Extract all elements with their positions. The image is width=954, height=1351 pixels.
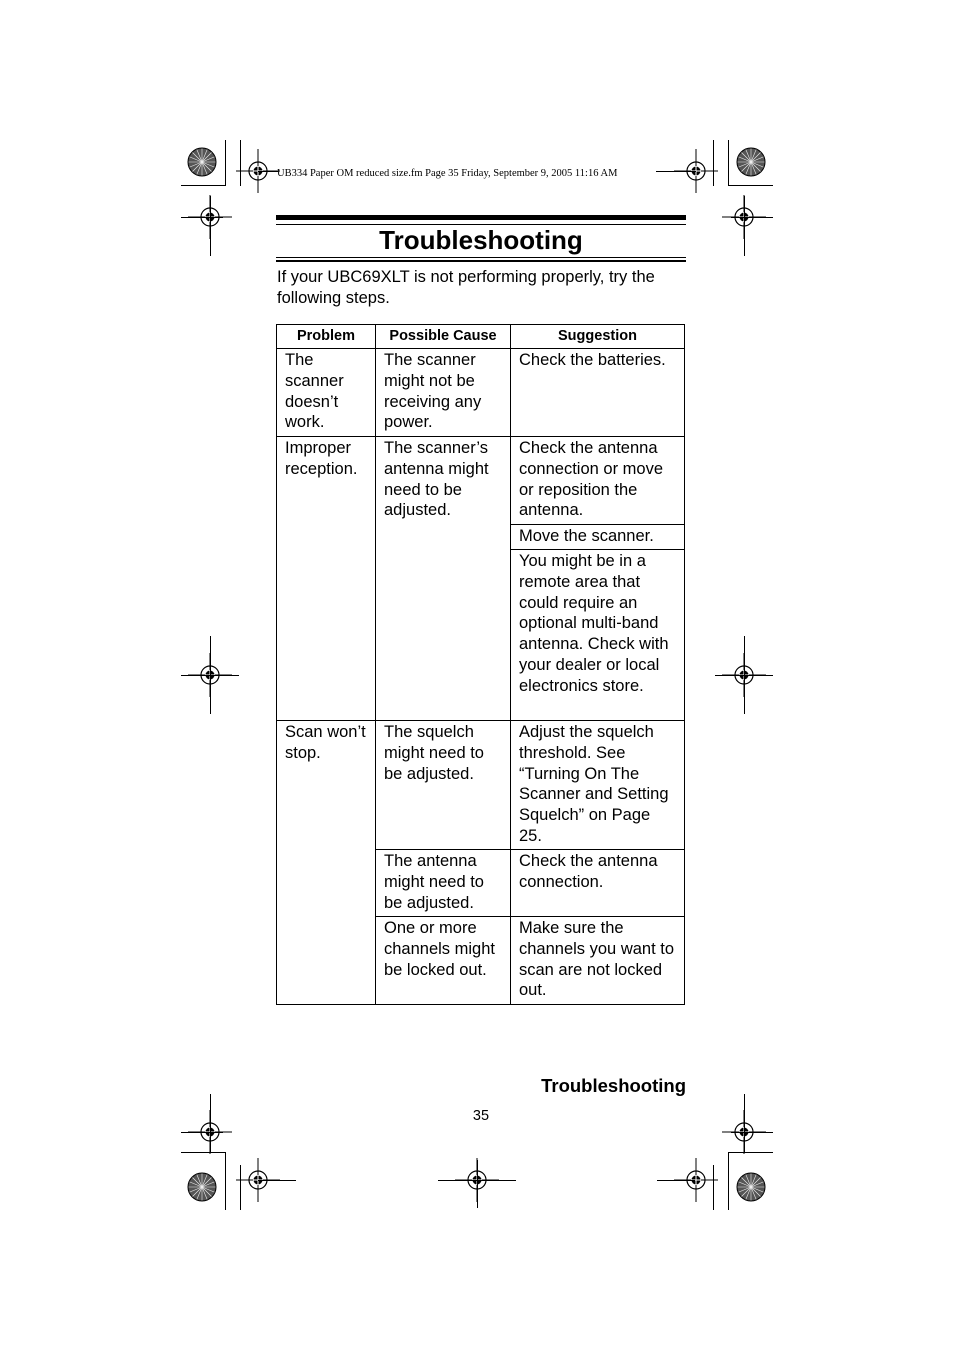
problem-cell: Improper reception. [277, 437, 376, 721]
troubleshooting-table [276, 324, 685, 1005]
cause-cell: The scanner might not be receiving any power. [376, 349, 511, 437]
trim-line [258, 171, 278, 172]
trim-line [181, 675, 239, 676]
trim-line [210, 1094, 211, 1152]
trim-line [744, 196, 745, 256]
cause-cell: The squelch might need to be adjusted. [376, 721, 511, 850]
trim-line [728, 185, 773, 186]
title-rule [276, 257, 686, 258]
print-header: UB334 Paper OM reduced size.fm Page 35 Friday, September 9, 2005 11:16 AM [277, 168, 618, 179]
trim-line [731, 217, 773, 218]
suggestion-cell: Make sure the channels you want to scan are not locked out. [511, 917, 685, 1005]
cause-cell: The antenna might need to be adjusted. [376, 850, 511, 917]
problem-cell: Scan won’t stop. [277, 721, 376, 1005]
trim-line [656, 171, 696, 172]
title-rule [276, 260, 686, 262]
sunburst-target-icon [187, 1172, 217, 1202]
trim-line [181, 1132, 223, 1133]
page-title: Troubleshooting [379, 225, 583, 255]
trim-line [728, 1152, 729, 1210]
cause-cell: The scanner’s antenna might need to be adjusted. [376, 437, 511, 721]
column-header-problem: Problem [277, 325, 376, 349]
column-header-cause: Possible Cause [376, 325, 511, 349]
trim-line [657, 1180, 695, 1181]
trim-line [225, 1152, 226, 1210]
problem-cell: The scanner doesn’t work. [277, 349, 376, 437]
sunburst-target-icon [736, 1172, 766, 1202]
trim-line [181, 217, 223, 218]
suggestion-cell: Check the antenna connection. [511, 850, 685, 917]
trim-line [744, 1094, 745, 1152]
cause-cell: One or more channels might be locked out. [376, 917, 511, 1005]
intro-text: If your UBC69XLT is not performing properly, try the following steps. [277, 268, 655, 307]
trim-line [210, 196, 211, 256]
footer-section-title: Troubleshooting [541, 1075, 686, 1096]
page-number: 35 [472, 1108, 490, 1124]
table-header-row [277, 325, 685, 349]
table-row [277, 721, 685, 850]
suggestion-cell: Adjust the squelch threshold. See “Turning On The Scanner and Setting Squelch” on Page 25. [511, 721, 685, 850]
trim-line [715, 675, 773, 676]
trim-line [731, 1132, 773, 1133]
suggestion-cell: Check the antenna connection or move or reposition the antenna. [511, 437, 685, 525]
title-rule [276, 215, 686, 220]
table-row [277, 349, 685, 437]
column-header-suggestion: Suggestion [511, 325, 685, 349]
sunburst-target-icon [736, 147, 766, 177]
trim-line [225, 140, 226, 186]
suggestion-cell: Check the batteries. [511, 349, 685, 437]
trim-line [258, 1180, 296, 1181]
sunburst-target-icon [187, 147, 217, 177]
suggestion-cell: You might be in a remote area that could require an optional multi-band antenna. Check with your dealer or local electronics store. [511, 550, 685, 721]
trim-line [181, 185, 226, 186]
trim-line [728, 140, 729, 186]
suggestion-cell: Move the scanner. [511, 525, 685, 550]
trim-line [477, 1160, 478, 1208]
table-row [277, 437, 685, 525]
